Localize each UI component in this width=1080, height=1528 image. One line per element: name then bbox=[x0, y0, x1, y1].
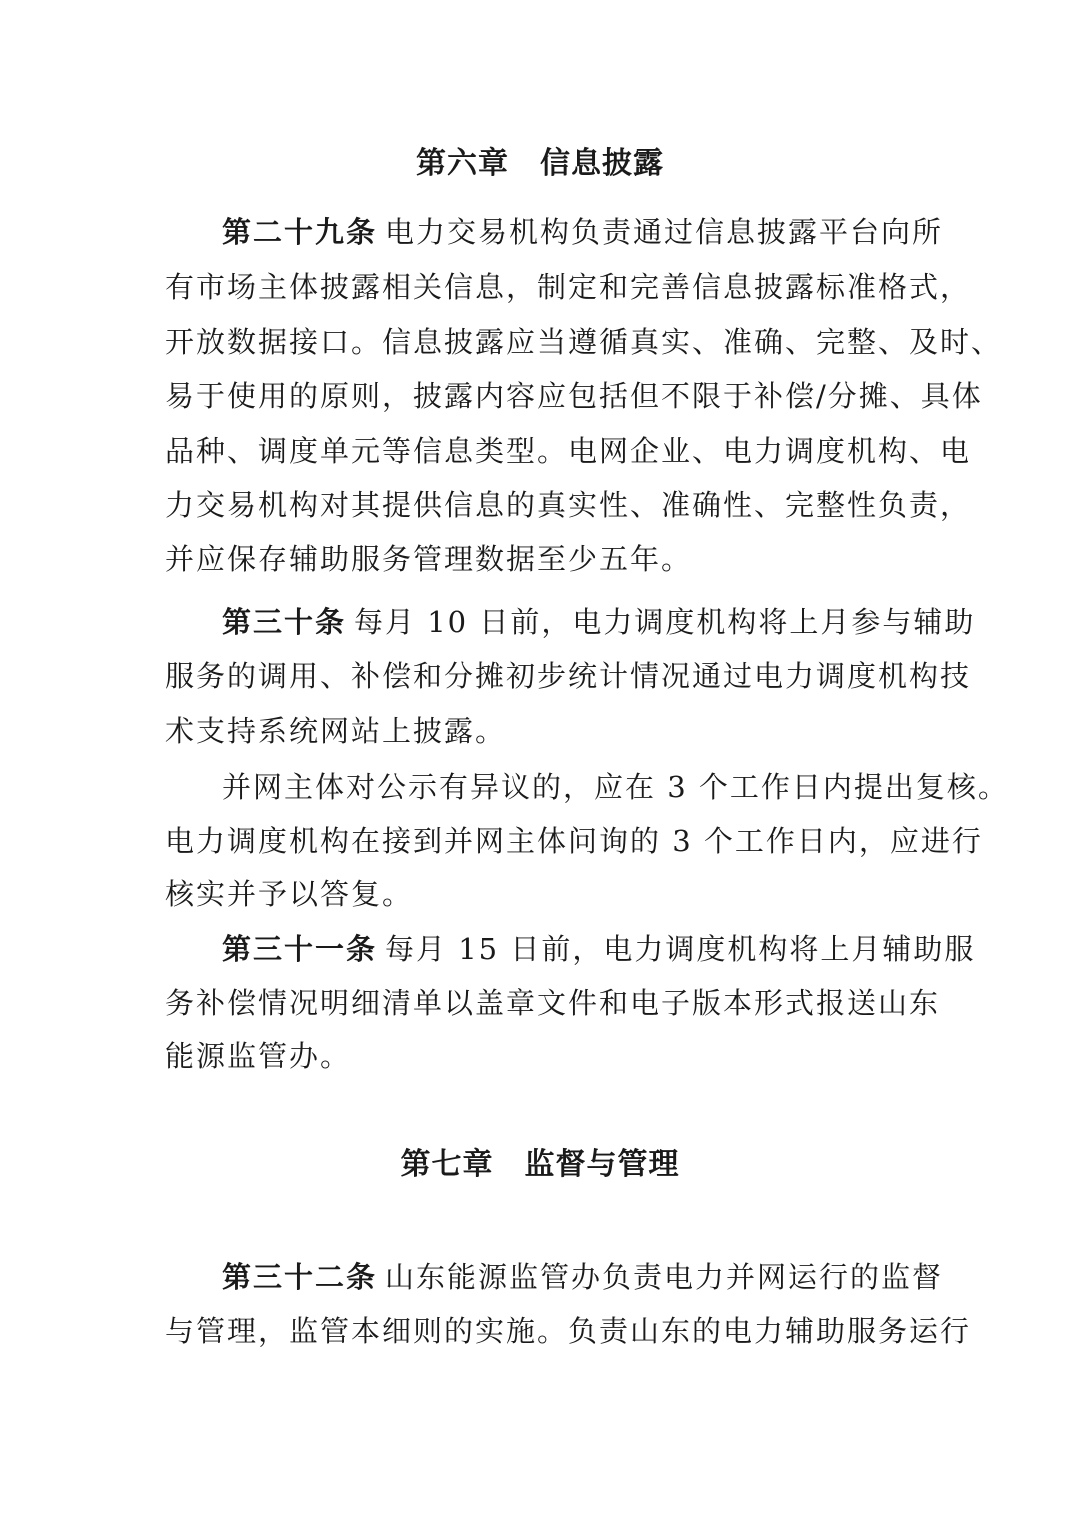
article-32-first-line bbox=[222, 1257, 982, 1297]
article-30-line: 术支持系统网站上披露。 bbox=[165, 714, 507, 748]
article-29-line: 易于使用的原则，披露内容应包括但不限于补偿/分摊、具体 bbox=[165, 379, 983, 413]
article-31-text: 每月 15 日前，电力调度机构将上月辅助服 bbox=[385, 932, 976, 966]
article-29-line: 品种、调度单元等信息类型。电网企业、电力调度机构、电 bbox=[165, 434, 972, 468]
article-29-line: 力交易机构对其提供信息的真实性、准确性、完整性负责， bbox=[165, 488, 972, 522]
article-31-label: 第三十一条 bbox=[222, 932, 378, 966]
article-29-text: 电力交易机构负责通过信息披露平台向所 bbox=[385, 215, 944, 249]
article-31-line: 务补偿情况明细清单以盖章文件和电子版本形式报送山东 bbox=[165, 986, 941, 1020]
article-30-para2-line: 电力调度机构在接到并网主体问询的 3 个工作日内，应进行 bbox=[165, 824, 983, 858]
article-29-line: 有市场主体披露相关信息，制定和完善信息披露标准格式， bbox=[165, 270, 972, 304]
chapter-7-heading: 第七章 监督与管理 bbox=[400, 1147, 680, 1182]
article-29-label: 第二十九条 bbox=[222, 215, 378, 249]
article-30-line: 服务的调用、补偿和分摊初步统计情况通过电力调度机构技 bbox=[165, 659, 972, 693]
article-32-label: 第三十二条 bbox=[222, 1260, 378, 1294]
article-32-line: 与管理，监管本细则的实施。负责山东的电力辅助服务运行 bbox=[165, 1314, 972, 1348]
article-30-first-line bbox=[222, 602, 982, 642]
article-31-line: 能源监管办。 bbox=[165, 1039, 352, 1073]
article-32-text: 山东能源监管办负责电力并网运行的监督 bbox=[385, 1260, 944, 1294]
article-30-para2-line: 核实并予以答复。 bbox=[165, 877, 414, 911]
article-29-line: 开放数据接口。信息披露应当遵循真实、准确、完整、及时、 bbox=[165, 325, 1003, 359]
article-29-line: 并应保存辅助服务管理数据至少五年。 bbox=[165, 542, 693, 576]
article-31-first-line bbox=[222, 929, 982, 969]
article-30-text: 每月 10 日前，电力调度机构将上月参与辅助 bbox=[354, 605, 976, 639]
chapter-6-heading: 第六章 信息披露 bbox=[416, 146, 664, 181]
article-30-label: 第三十条 bbox=[222, 605, 347, 639]
article-29-first-line bbox=[222, 212, 982, 252]
article-30-para2-line: 并网主体对公示有异议的，应在 3 个工作日内提出复核。 bbox=[222, 770, 1009, 804]
